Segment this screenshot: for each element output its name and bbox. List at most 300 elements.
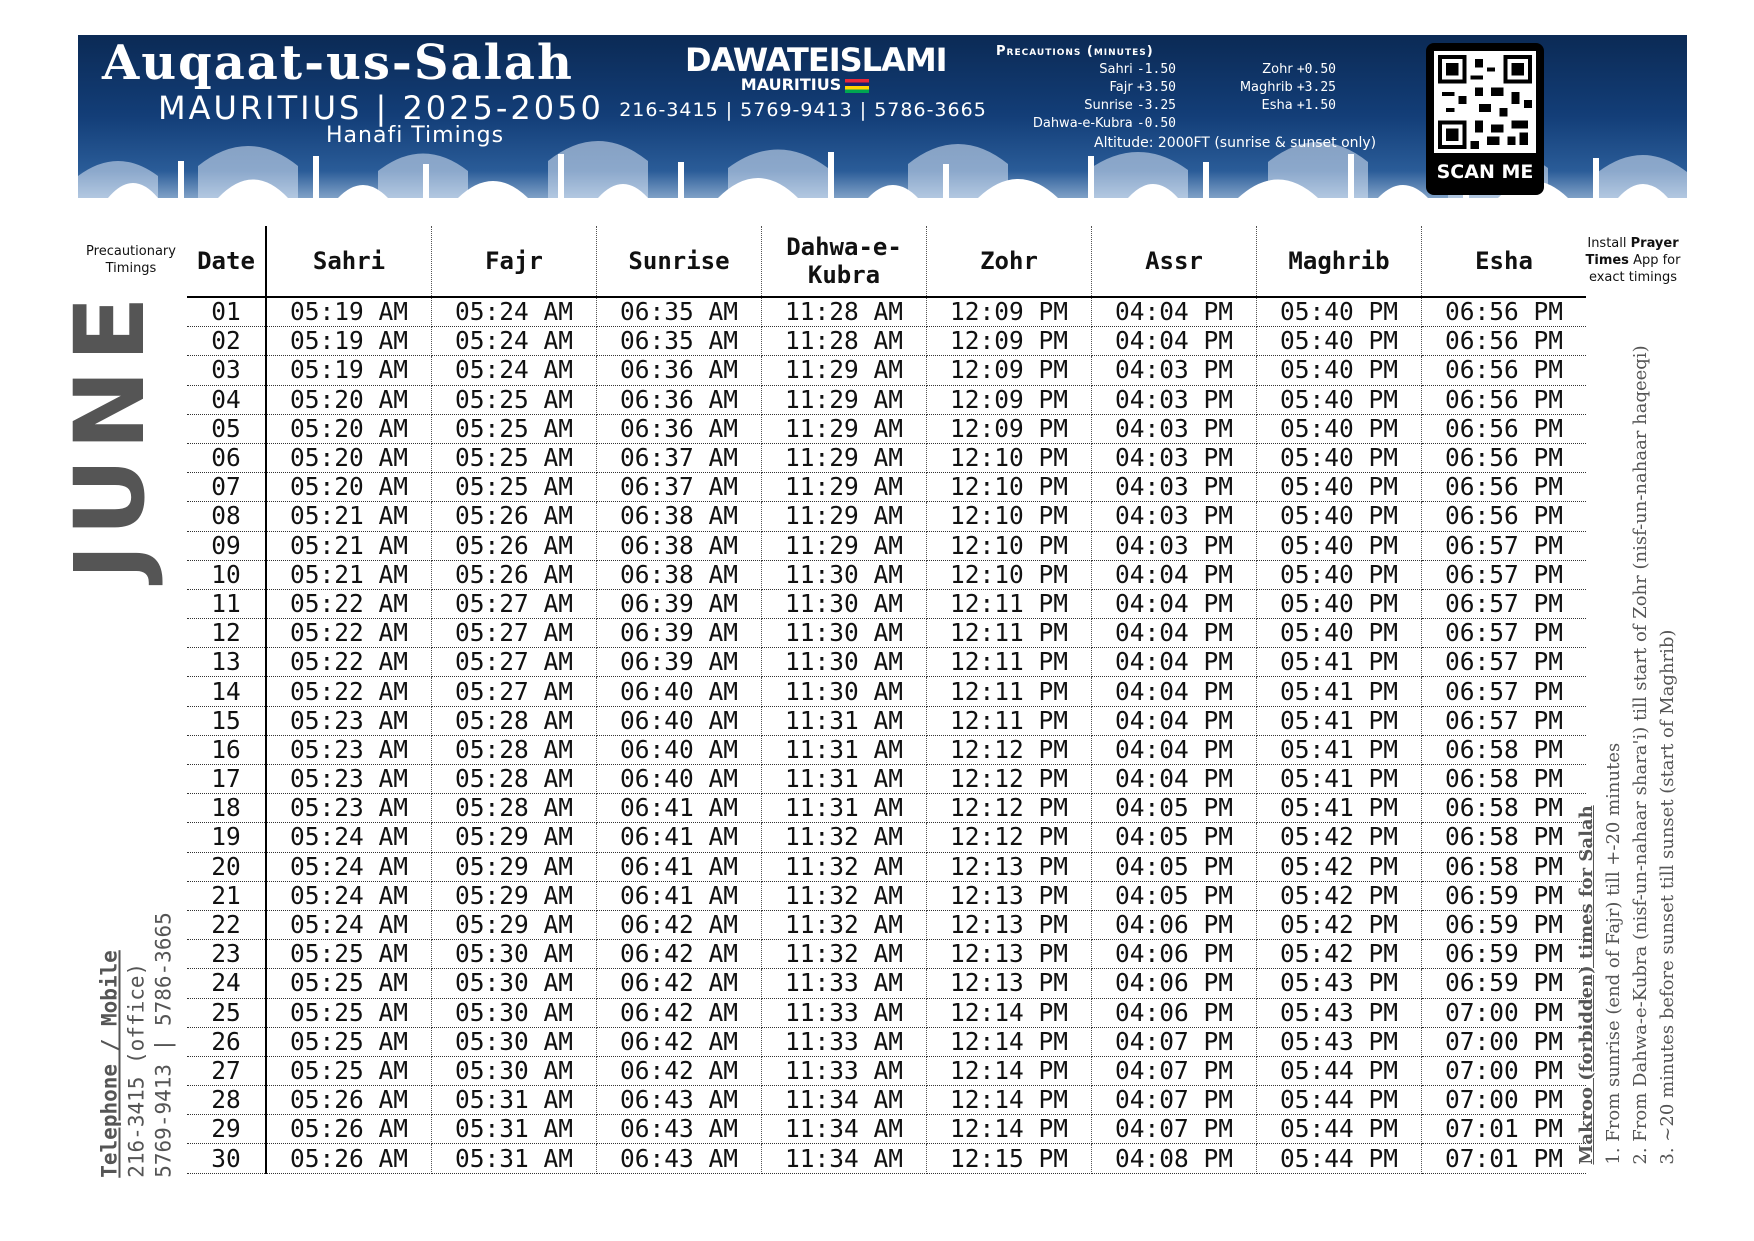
- cell-maghrib: 05:44 PM: [1257, 1056, 1422, 1085]
- cell-dahwa-e-kubra: 11:32 AM: [762, 881, 927, 910]
- cell-date: 05: [187, 414, 266, 443]
- altitude-note: Altitude: 2000FT (sunrise & sunset only): [1094, 135, 1377, 151]
- cell-sahri: 05:21 AM: [266, 560, 432, 589]
- cell-zohr: 12:11 PM: [927, 619, 1092, 648]
- column-header-sunrise: Sunrise: [597, 226, 762, 297]
- cell-zohr: 12:13 PM: [927, 940, 1092, 969]
- precaution-value: -0.50: [1136, 116, 1176, 131]
- cell-dahwa-e-kubra: 11:32 AM: [762, 852, 927, 881]
- cell-assr: 04:05 PM: [1092, 852, 1257, 881]
- cell-assr: 04:04 PM: [1092, 619, 1257, 648]
- cell-maghrib: 05:42 PM: [1257, 852, 1422, 881]
- cell-maghrib: 05:41 PM: [1257, 765, 1422, 794]
- cell-date: 06: [187, 443, 266, 472]
- cell-date: 30: [187, 1144, 266, 1173]
- cell-sunrise: 06:38 AM: [597, 502, 762, 531]
- table-row: [187, 1027, 1586, 1056]
- cell-zohr: 12:10 PM: [927, 473, 1092, 502]
- cell-date: 15: [187, 706, 266, 735]
- cell-date: 29: [187, 1115, 266, 1144]
- cell-sunrise: 06:39 AM: [597, 619, 762, 648]
- cell-assr: 04:07 PM: [1092, 1115, 1257, 1144]
- cell-dahwa-e-kubra: 11:34 AM: [762, 1115, 927, 1144]
- precaution-value: +0.50: [1296, 62, 1336, 77]
- cell-date: 25: [187, 998, 266, 1027]
- cell-esha: 06:58 PM: [1422, 765, 1587, 794]
- table-row: [187, 443, 1586, 472]
- cell-sahri: 05:22 AM: [266, 589, 432, 618]
- cell-zohr: 12:09 PM: [927, 297, 1092, 327]
- cell-date: 17: [187, 765, 266, 794]
- cell-esha: 06:58 PM: [1422, 852, 1587, 881]
- cell-sahri: 05:23 AM: [266, 765, 432, 794]
- table-row: [187, 706, 1586, 735]
- cell-sahri: 05:23 AM: [266, 794, 432, 823]
- cell-dahwa-e-kubra: 11:30 AM: [762, 619, 927, 648]
- cell-fajr: 05:26 AM: [432, 560, 597, 589]
- install-text-end: App for exact timings: [1588, 253, 1681, 285]
- cell-sunrise: 06:40 AM: [597, 677, 762, 706]
- table-row: [187, 677, 1586, 706]
- cell-maghrib: 05:40 PM: [1257, 619, 1422, 648]
- mauritius-flag-icon: [845, 79, 869, 93]
- cell-date: 13: [187, 648, 266, 677]
- cell-assr: 04:04 PM: [1092, 735, 1257, 764]
- cell-esha: 06:57 PM: [1422, 677, 1587, 706]
- precautionary-timings-label: Precautionary Timings: [86, 244, 176, 276]
- cell-zohr: 12:09 PM: [927, 385, 1092, 414]
- cell-date: 28: [187, 1086, 266, 1115]
- cell-dahwa-e-kubra: 11:29 AM: [762, 414, 927, 443]
- table-row: [187, 765, 1586, 794]
- cell-date: 03: [187, 356, 266, 385]
- cell-date: 11: [187, 589, 266, 618]
- cell-dahwa-e-kubra: 11:32 AM: [762, 940, 927, 969]
- column-header-dahwa-e-kubra: Dahwa-e-Kubra: [762, 226, 927, 297]
- logo-text: DAWATEISLAMI: [685, 41, 947, 79]
- cell-sunrise: 06:40 AM: [597, 765, 762, 794]
- cell-fajr: 05:28 AM: [432, 794, 597, 823]
- cell-date: 04: [187, 385, 266, 414]
- cell-zohr: 12:11 PM: [927, 706, 1092, 735]
- telephone-rotated: [97, 912, 178, 1178]
- cell-sunrise: 06:41 AM: [597, 852, 762, 881]
- cell-assr: 04:05 PM: [1092, 881, 1257, 910]
- cell-fajr: 05:30 AM: [432, 969, 597, 998]
- cell-sunrise: 06:43 AM: [597, 1086, 762, 1115]
- cell-fajr: 05:28 AM: [432, 706, 597, 735]
- cell-esha: 07:00 PM: [1422, 998, 1587, 1027]
- cell-sunrise: 06:38 AM: [597, 531, 762, 560]
- cell-esha: 06:56 PM: [1422, 356, 1587, 385]
- cell-zohr: 12:13 PM: [927, 881, 1092, 910]
- cell-dahwa-e-kubra: 11:31 AM: [762, 794, 927, 823]
- cell-dahwa-e-kubra: 11:29 AM: [762, 473, 927, 502]
- cell-sahri: 05:25 AM: [266, 1056, 432, 1085]
- cell-sunrise: 06:38 AM: [597, 560, 762, 589]
- cell-assr: 04:03 PM: [1092, 502, 1257, 531]
- cell-esha: 06:57 PM: [1422, 619, 1587, 648]
- cell-sahri: 05:25 AM: [266, 1027, 432, 1056]
- cell-esha: 06:57 PM: [1422, 531, 1587, 560]
- cell-assr: 04:07 PM: [1092, 1086, 1257, 1115]
- cell-date: 02: [187, 327, 266, 356]
- cell-date: 10: [187, 560, 266, 589]
- cell-esha: 07:00 PM: [1422, 1086, 1587, 1115]
- precaution-label: Maghrib: [1239, 80, 1293, 95]
- cell-date: 16: [187, 735, 266, 764]
- precaution-value: +1.50: [1296, 98, 1336, 113]
- cell-sahri: 05:23 AM: [266, 706, 432, 735]
- cell-maghrib: 05:40 PM: [1257, 385, 1422, 414]
- cell-assr: 04:04 PM: [1092, 297, 1257, 327]
- cell-sahri: 05:26 AM: [266, 1115, 432, 1144]
- cell-zohr: 12:11 PM: [927, 648, 1092, 677]
- cell-maghrib: 05:40 PM: [1257, 297, 1422, 327]
- cell-dahwa-e-kubra: 11:33 AM: [762, 1056, 927, 1085]
- makroo-heading: Makroo (forbidden) times for Salah: [1576, 805, 1597, 1165]
- cell-maghrib: 05:44 PM: [1257, 1086, 1422, 1115]
- table-header-row: [187, 226, 1586, 297]
- cell-dahwa-e-kubra: 11:29 AM: [762, 531, 927, 560]
- cell-sahri: 05:21 AM: [266, 502, 432, 531]
- cell-assr: 04:03 PM: [1092, 385, 1257, 414]
- cell-sahri: 05:20 AM: [266, 473, 432, 502]
- cell-maghrib: 05:43 PM: [1257, 998, 1422, 1027]
- precaution-label: Dahwa-e-Kubra: [1032, 116, 1133, 131]
- cell-sahri: 05:21 AM: [266, 531, 432, 560]
- cell-esha: 06:59 PM: [1422, 910, 1587, 939]
- cell-assr: 04:06 PM: [1092, 998, 1257, 1027]
- cell-date: 18: [187, 794, 266, 823]
- cell-fajr: 05:30 AM: [432, 1027, 597, 1056]
- cell-sahri: 05:22 AM: [266, 619, 432, 648]
- cell-fajr: 05:25 AM: [432, 473, 597, 502]
- table-row: [187, 648, 1586, 677]
- cell-maghrib: 05:40 PM: [1257, 531, 1422, 560]
- cell-date: 19: [187, 823, 266, 852]
- cell-sunrise: 06:37 AM: [597, 473, 762, 502]
- cell-sahri: 05:24 AM: [266, 852, 432, 881]
- cell-esha: 07:01 PM: [1422, 1115, 1587, 1144]
- table-row: [187, 1056, 1586, 1085]
- cell-fajr: 05:31 AM: [432, 1144, 597, 1173]
- cell-fajr: 05:25 AM: [432, 414, 597, 443]
- column-header-esha: Esha: [1422, 226, 1587, 297]
- cell-dahwa-e-kubra: 11:33 AM: [762, 969, 927, 998]
- table-row: [187, 327, 1586, 356]
- cell-sunrise: 06:36 AM: [597, 414, 762, 443]
- cell-maghrib: 05:42 PM: [1257, 881, 1422, 910]
- prayer-times-table: [187, 226, 1586, 1174]
- precaution-value: +3.50: [1136, 80, 1176, 95]
- cell-zohr: 12:14 PM: [927, 1115, 1092, 1144]
- telephone-heading: Telephone / Mobile: [97, 950, 122, 1178]
- cell-esha: 06:59 PM: [1422, 940, 1587, 969]
- page-title: Auqaat-us-Salah: [102, 35, 574, 91]
- precaution-label: Sahri: [1099, 62, 1133, 77]
- cell-assr: 04:06 PM: [1092, 940, 1257, 969]
- precaution-esha: [1186, 97, 1336, 115]
- table-row: [187, 969, 1586, 998]
- column-header-assr: Assr: [1092, 226, 1257, 297]
- cell-sunrise: 06:39 AM: [597, 648, 762, 677]
- cell-maghrib: 05:40 PM: [1257, 502, 1422, 531]
- cell-assr: 04:03 PM: [1092, 414, 1257, 443]
- cell-maghrib: 05:43 PM: [1257, 1027, 1422, 1056]
- cell-esha: 06:58 PM: [1422, 823, 1587, 852]
- cell-zohr: 12:15 PM: [927, 1144, 1092, 1173]
- table-row: [187, 502, 1586, 531]
- column-header-sahri: Sahri: [266, 226, 432, 297]
- cell-zohr: 12:12 PM: [927, 735, 1092, 764]
- cell-fajr: 05:29 AM: [432, 910, 597, 939]
- cell-maghrib: 05:40 PM: [1257, 356, 1422, 385]
- cell-esha: 06:57 PM: [1422, 648, 1587, 677]
- cell-sunrise: 06:36 AM: [597, 356, 762, 385]
- cell-sunrise: 06:35 AM: [597, 297, 762, 327]
- logo-country: MAURITIUS: [740, 75, 842, 94]
- cell-zohr: 12:12 PM: [927, 794, 1092, 823]
- cell-maghrib: 05:40 PM: [1257, 443, 1422, 472]
- cell-maghrib: 05:41 PM: [1257, 706, 1422, 735]
- cell-dahwa-e-kubra: 11:33 AM: [762, 998, 927, 1027]
- cell-fajr: 05:27 AM: [432, 619, 597, 648]
- precaution-dahwa: [1016, 115, 1176, 133]
- cell-assr: 04:04 PM: [1092, 648, 1257, 677]
- header-phones: 216-3415 | 5769-9413 | 5786-3665: [619, 99, 987, 121]
- cell-sunrise: 06:39 AM: [597, 589, 762, 618]
- cell-sahri: 05:24 AM: [266, 823, 432, 852]
- month-name: JUNE: [54, 288, 166, 580]
- makroo-item: 3. ~20 minutes before sunset till sunset (start of Maghrib): [1657, 629, 1678, 1165]
- cell-assr: 04:03 PM: [1092, 531, 1257, 560]
- cell-maghrib: 05:40 PM: [1257, 327, 1422, 356]
- cell-date: 24: [187, 969, 266, 998]
- cell-sunrise: 06:40 AM: [597, 706, 762, 735]
- cell-fajr: 05:25 AM: [432, 443, 597, 472]
- cell-fajr: 05:24 AM: [432, 327, 597, 356]
- cell-dahwa-e-kubra: 11:30 AM: [762, 677, 927, 706]
- month-label: [54, 288, 166, 580]
- precaution-value: +3.25: [1296, 80, 1336, 95]
- cell-esha: 06:56 PM: [1422, 385, 1587, 414]
- cell-maghrib: 05:40 PM: [1257, 560, 1422, 589]
- table-row: [187, 1086, 1586, 1115]
- cell-esha: 06:58 PM: [1422, 735, 1587, 764]
- cell-esha: 07:00 PM: [1422, 1056, 1587, 1085]
- install-app-name: Prayer Times: [1585, 236, 1679, 268]
- makroo-item: 2. From Dahwa-e-Kubra (nisf-un-nahaar shara'i) till start of Zohr (nisf-un-nahaar haqeeqi): [1630, 345, 1651, 1165]
- cell-sahri: 05:24 AM: [266, 910, 432, 939]
- column-header-fajr: Fajr: [432, 226, 597, 297]
- cell-esha: 06:56 PM: [1422, 502, 1587, 531]
- cell-dahwa-e-kubra: 11:33 AM: [762, 1027, 927, 1056]
- cell-fajr: 05:26 AM: [432, 502, 597, 531]
- precaution-sunrise: [1016, 97, 1176, 115]
- cell-sunrise: 06:40 AM: [597, 735, 762, 764]
- cell-sahri: 05:22 AM: [266, 677, 432, 706]
- cell-sunrise: 06:41 AM: [597, 823, 762, 852]
- cell-zohr: 12:14 PM: [927, 998, 1092, 1027]
- table-row: [187, 1115, 1586, 1144]
- cell-dahwa-e-kubra: 11:29 AM: [762, 502, 927, 531]
- cell-date: 22: [187, 910, 266, 939]
- cell-esha: 06:57 PM: [1422, 706, 1587, 735]
- cell-assr: 04:06 PM: [1092, 910, 1257, 939]
- table-row: [187, 852, 1586, 881]
- table-row: [187, 560, 1586, 589]
- cell-assr: 04:04 PM: [1092, 327, 1257, 356]
- cell-zohr: 12:13 PM: [927, 852, 1092, 881]
- cell-zohr: 12:10 PM: [927, 443, 1092, 472]
- cell-dahwa-e-kubra: 11:31 AM: [762, 735, 927, 764]
- table-row: [187, 619, 1586, 648]
- cell-maghrib: 05:44 PM: [1257, 1115, 1422, 1144]
- cell-zohr: 12:10 PM: [927, 560, 1092, 589]
- cell-fajr: 05:27 AM: [432, 648, 597, 677]
- cell-date: 23: [187, 940, 266, 969]
- cell-zohr: 12:10 PM: [927, 531, 1092, 560]
- cell-assr: 04:06 PM: [1092, 969, 1257, 998]
- madhab-label: Hanafi Timings: [326, 123, 505, 148]
- cell-zohr: 12:09 PM: [927, 356, 1092, 385]
- cell-assr: 04:05 PM: [1092, 794, 1257, 823]
- cell-maghrib: 05:42 PM: [1257, 823, 1422, 852]
- cell-fajr: 05:31 AM: [432, 1115, 597, 1144]
- precaution-value: -1.50: [1136, 62, 1176, 77]
- cell-dahwa-e-kubra: 11:30 AM: [762, 589, 927, 618]
- cell-zohr: 12:14 PM: [927, 1086, 1092, 1115]
- cell-zohr: 12:14 PM: [927, 1027, 1092, 1056]
- cell-assr: 04:03 PM: [1092, 473, 1257, 502]
- cell-assr: 04:07 PM: [1092, 1056, 1257, 1085]
- precaution-label: Zohr: [1262, 62, 1293, 77]
- cell-sahri: 05:22 AM: [266, 648, 432, 677]
- cell-sunrise: 06:42 AM: [597, 1027, 762, 1056]
- cell-esha: 06:59 PM: [1422, 881, 1587, 910]
- cell-dahwa-e-kubra: 11:28 AM: [762, 297, 927, 327]
- cell-sunrise: 06:42 AM: [597, 940, 762, 969]
- cell-zohr: 12:13 PM: [927, 910, 1092, 939]
- cell-esha: 07:00 PM: [1422, 1027, 1587, 1056]
- makroo-item: 1. From sunrise (end of Fajr) till +-20 minutes: [1603, 742, 1624, 1165]
- table-row: [187, 531, 1586, 560]
- cell-fajr: 05:27 AM: [432, 589, 597, 618]
- cell-sunrise: 06:42 AM: [597, 910, 762, 939]
- cell-dahwa-e-kubra: 11:29 AM: [762, 443, 927, 472]
- table-row: [187, 473, 1586, 502]
- cell-dahwa-e-kubra: 11:32 AM: [762, 823, 927, 852]
- makroo-times-block: [1552, 300, 1702, 1210]
- cell-sunrise: 06:43 AM: [597, 1115, 762, 1144]
- table-body: [187, 297, 1586, 1173]
- cell-assr: 04:04 PM: [1092, 677, 1257, 706]
- cell-fajr: 05:25 AM: [432, 385, 597, 414]
- cell-sunrise: 06:36 AM: [597, 385, 762, 414]
- cell-esha: 06:56 PM: [1422, 327, 1587, 356]
- cell-dahwa-e-kubra: 11:30 AM: [762, 560, 927, 589]
- cell-fajr: 05:26 AM: [432, 531, 597, 560]
- country-years: MAURITIUS | 2025-2050: [158, 89, 604, 127]
- cell-sahri: 05:20 AM: [266, 443, 432, 472]
- column-header-maghrib: Maghrib: [1257, 226, 1422, 297]
- cell-date: 09: [187, 531, 266, 560]
- cell-sahri: 05:24 AM: [266, 881, 432, 910]
- precaution-sahri: [1016, 61, 1176, 79]
- cell-dahwa-e-kubra: 11:31 AM: [762, 765, 927, 794]
- cell-fajr: 05:28 AM: [432, 765, 597, 794]
- telephone-block: [72, 880, 202, 1210]
- cell-dahwa-e-kubra: 11:34 AM: [762, 1086, 927, 1115]
- cell-assr: 04:04 PM: [1092, 560, 1257, 589]
- cell-sahri: 05:25 AM: [266, 940, 432, 969]
- cell-date: 14: [187, 677, 266, 706]
- cell-sahri: 05:25 AM: [266, 998, 432, 1027]
- table-row: [187, 414, 1586, 443]
- precaution-value: -3.25: [1136, 98, 1176, 113]
- cell-assr: 04:05 PM: [1092, 823, 1257, 852]
- cell-fajr: 05:24 AM: [432, 356, 597, 385]
- cell-assr: 04:03 PM: [1092, 356, 1257, 385]
- install-text: Install: [1587, 236, 1631, 251]
- cell-zohr: 12:12 PM: [927, 823, 1092, 852]
- cell-sahri: 05:19 AM: [266, 327, 432, 356]
- cell-fajr: 05:27 AM: [432, 677, 597, 706]
- cell-sunrise: 06:37 AM: [597, 443, 762, 472]
- cell-fajr: 05:28 AM: [432, 735, 597, 764]
- makroo-rotated: [1573, 345, 1681, 1164]
- cell-sunrise: 06:43 AM: [597, 1144, 762, 1173]
- table-row: [187, 910, 1586, 939]
- cell-dahwa-e-kubra: 11:31 AM: [762, 706, 927, 735]
- cell-maghrib: 05:44 PM: [1257, 1144, 1422, 1173]
- cell-esha: 06:56 PM: [1422, 443, 1587, 472]
- telephone-mobile: 5769-9413 | 5786-3665: [151, 912, 176, 1178]
- cell-maghrib: 05:41 PM: [1257, 735, 1422, 764]
- cell-sahri: 05:20 AM: [266, 414, 432, 443]
- cell-date: 12: [187, 619, 266, 648]
- cell-sunrise: 06:35 AM: [597, 327, 762, 356]
- precautions-title: Precautions (minutes): [996, 44, 1154, 59]
- qr-code-badge[interactable]: [1426, 43, 1544, 195]
- cell-assr: 04:03 PM: [1092, 443, 1257, 472]
- cell-zohr: 12:11 PM: [927, 677, 1092, 706]
- scan-me-label: SCAN ME: [1436, 161, 1534, 183]
- cell-maghrib: 05:43 PM: [1257, 969, 1422, 998]
- cell-date: 21: [187, 881, 266, 910]
- install-app-note: [1578, 235, 1688, 286]
- table-row: [187, 385, 1586, 414]
- cell-zohr: 12:14 PM: [927, 1056, 1092, 1085]
- cell-assr: 04:04 PM: [1092, 706, 1257, 735]
- cell-fajr: 05:29 AM: [432, 852, 597, 881]
- dawateislami-logo: [685, 41, 947, 94]
- precaution-label: Fajr: [1109, 80, 1133, 95]
- table-row: [187, 881, 1586, 910]
- cell-sunrise: 06:42 AM: [597, 969, 762, 998]
- cell-sunrise: 06:42 AM: [597, 1056, 762, 1085]
- cell-assr: 04:04 PM: [1092, 589, 1257, 618]
- cell-sunrise: 06:41 AM: [597, 794, 762, 823]
- cell-date: 01: [187, 297, 266, 327]
- cell-date: 08: [187, 502, 266, 531]
- table-row: [187, 297, 1586, 327]
- cell-sahri: 05:23 AM: [266, 735, 432, 764]
- table-row: [187, 940, 1586, 969]
- cell-esha: 06:57 PM: [1422, 560, 1587, 589]
- cell-dahwa-e-kubra: 11:30 AM: [762, 648, 927, 677]
